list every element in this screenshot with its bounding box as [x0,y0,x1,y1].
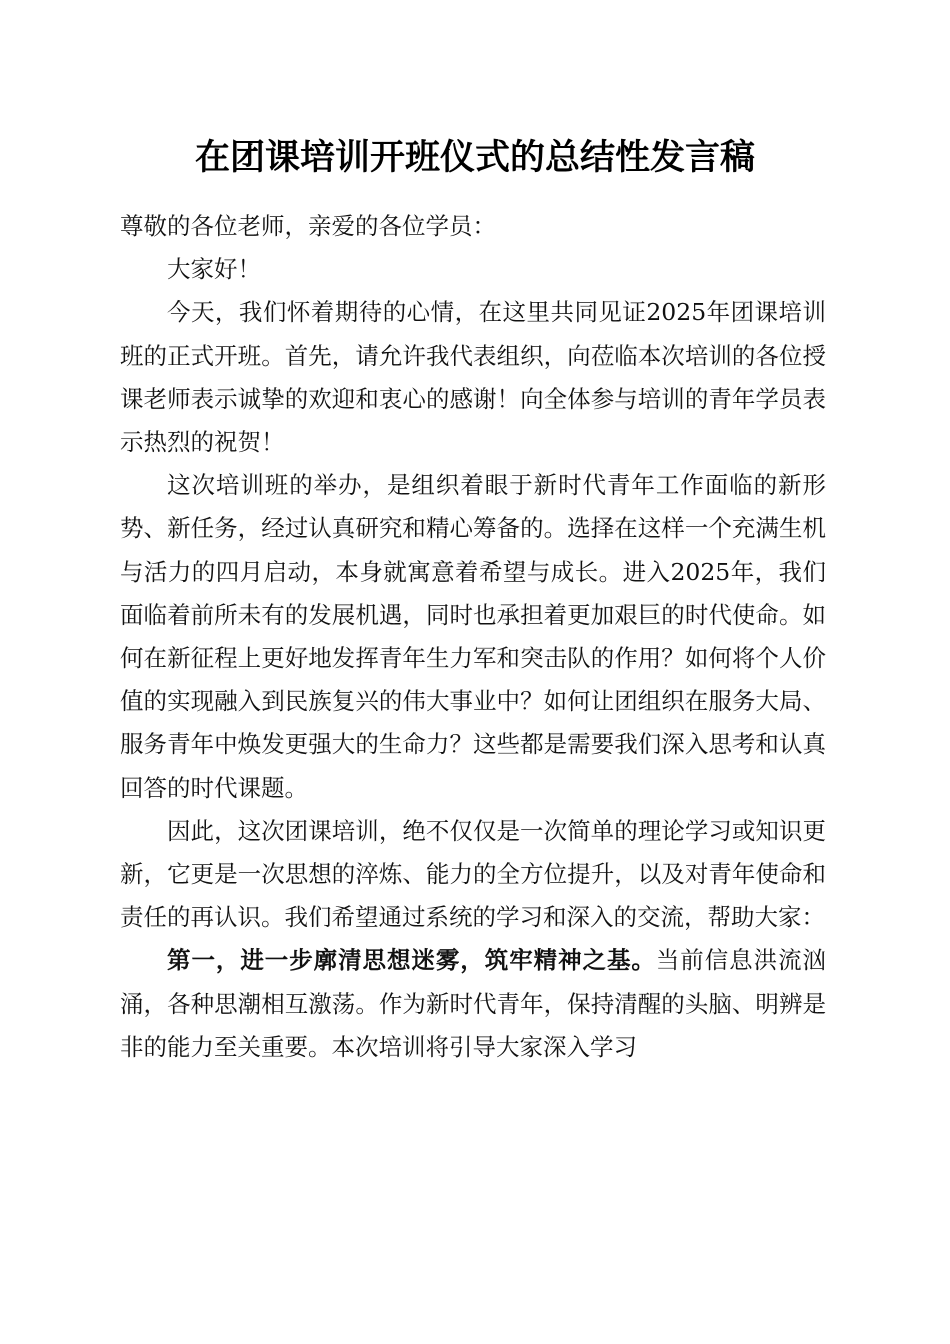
paragraph-purpose: 因此，这次团课培训，绝不仅仅是一次简单的理论学习或知识更新，它更是一次思想的淬炼、能力的全方位提升，以及对青年使命和责任的再认识。我们希望通过系统的学习和深入的交流，帮助大家： [120,816,826,932]
greeting: 大家好！ [167,255,261,284]
paragraph-point-one [120,939,826,1069]
paragraph-background: 这次培训班的举办，是组织着眼于新时代青年工作面临的新形势、新任务，经过认真研究和精心筹备的。选择在这样一个充满生机与活力的四月启动，本身就寓意着希望与成长。进入2025年，我们面临着前所未有的发展机遇，同时也承担着更加艰巨的时代使命。如何在新征程上更好地发挥青年生力军和突击队的作用？如何将个人价值的实现融入到民族复兴的伟大事业中？如何让团组织在服务大局、服务青年中焕发更强大的生命力？这些都是需要我们深入思考和认真回答的时代课题。 [120,471,826,802]
document-title: 在团课培训开班仪式的总结性发言稿 [194,137,755,178]
point-one-heading: 第一，进一步廓清思想迷雾，筑牢精神之基。 [167,946,656,975]
paragraph-opening: 今天，我们怀着期待的心情，在这里共同见证2025年团课培训班的正式开班。首先，请允许我代表组织，向莅临本次培训的各位授课老师表示诚挚的欢迎和衷心的感谢！向全体参与培训的青年学员表示热烈的祝贺！ [120,298,826,457]
document-body [120,205,826,1069]
salutation: 尊敬的各位老师，亲爱的各位学员： [120,212,496,240]
point-one-text: 当前信息洪流汹涌，各种思潮相互激荡。作为新时代青年，保持清醒的头脑、明辨是非的能力至关重要。本次培训将引导大家深入学习 [120,946,827,1061]
